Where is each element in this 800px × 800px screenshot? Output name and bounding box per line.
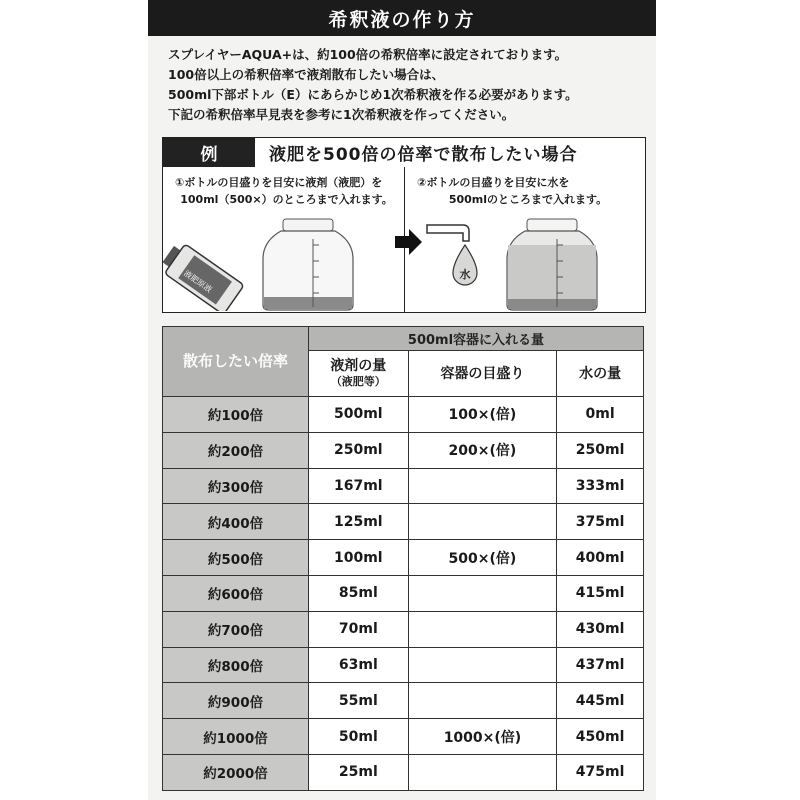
scale-cell: 500×(倍) (408, 540, 557, 576)
liquid-cell: 85ml (309, 575, 409, 611)
rate-cell: 約1000倍 (163, 719, 309, 755)
fertilizer-bottle-illustration (163, 215, 403, 311)
scale-header: 容器の目盛り (408, 351, 557, 397)
fertilizer-bottle-icon (163, 239, 244, 311)
intro-line: スプレイヤーAQUA+は、約100倍の希釈倍率に設定されております。 (168, 47, 568, 62)
liquid-amount-sublabel: （液肥等） (330, 374, 386, 388)
rate-cell: 約300倍 (163, 468, 309, 504)
liquid-cell: 55ml (309, 683, 409, 719)
rate-cell: 約2000倍 (163, 754, 309, 790)
liquid-cell: 25ml (309, 754, 409, 790)
liquid-cell: 63ml (309, 647, 409, 683)
water-cell: 250ml (557, 432, 644, 468)
dilution-table (162, 326, 644, 791)
liquid-cell: 250ml (309, 432, 409, 468)
container-icon (507, 219, 597, 310)
scale-cell: 200×(倍) (408, 432, 557, 468)
table-row (163, 611, 644, 647)
water-cell: 450ml (557, 719, 644, 755)
liquid-cell: 125ml (309, 504, 409, 540)
step-1-line-1: ①ボトルの目盛りを目安に液剤（液肥）を (175, 176, 383, 189)
water-cell: 333ml (557, 468, 644, 504)
table-row (163, 647, 644, 683)
table-row (163, 504, 644, 540)
right-arrow-icon (393, 227, 423, 257)
water-cell: 400ml (557, 540, 644, 576)
water-drop-icon (453, 245, 477, 285)
example-steps (162, 167, 646, 313)
table-row (163, 683, 644, 719)
intro-line: 500ml下部ボトル（E）にあらかじめ1次希釈液を作る必要があります。 (168, 87, 578, 102)
scale-cell (408, 504, 557, 540)
water-illustration (405, 215, 645, 311)
faucet-icon (427, 225, 469, 241)
scale-cell (408, 754, 557, 790)
rate-cell: 約800倍 (163, 647, 309, 683)
step-1-text (163, 167, 404, 208)
bottle-label: 液肥原液 (182, 268, 214, 295)
rate-cell: 約900倍 (163, 683, 309, 719)
liquid-cell: 50ml (309, 719, 409, 755)
rate-cell: 約200倍 (163, 432, 309, 468)
liquid-amount-label: 液剤の量 (330, 357, 387, 374)
water-cell: 415ml (557, 575, 644, 611)
step-2-text (405, 167, 645, 208)
step-2 (404, 167, 645, 312)
water-cell: 437ml (557, 647, 644, 683)
step-1-line-2: 100ml（500×）のところまで入れます。 (180, 193, 393, 206)
liquid-cell: 500ml (309, 397, 409, 433)
rate-cell: 約100倍 (163, 397, 309, 433)
scale-cell: 100×(倍) (408, 397, 557, 433)
step-2-line-1: ②ボトルの目盛りを目安に水を (417, 176, 570, 189)
step-1 (163, 167, 404, 312)
intro-line: 100倍以上の希釈倍率で液剤散布したい場合は、 (168, 67, 445, 82)
table-row (163, 719, 644, 755)
rate-cell: 約600倍 (163, 575, 309, 611)
example-tag: 例 (163, 138, 255, 167)
container-icon (263, 219, 353, 310)
liquid-cell: 100ml (309, 540, 409, 576)
liquid-cell: 70ml (309, 611, 409, 647)
water-drop-label: 水 (459, 268, 471, 281)
scale-cell (408, 611, 557, 647)
table-row (163, 468, 644, 504)
intro-text (148, 36, 656, 125)
page-title: 希釈液の作り方 (148, 0, 656, 36)
water-cell: 0ml (557, 397, 644, 433)
table-row (163, 540, 644, 576)
intro-line: 下記の希釈倍率早見表を参考に1次希釈液を作ってください。 (168, 107, 515, 122)
liquid-cell: 167ml (309, 468, 409, 504)
scale-cell: 1000×(倍) (408, 719, 557, 755)
table-row (163, 575, 644, 611)
water-cell: 430ml (557, 611, 644, 647)
rate-cell: 約700倍 (163, 611, 309, 647)
scale-cell (408, 468, 557, 504)
instruction-card (148, 0, 656, 800)
table-row (163, 754, 644, 790)
rate-cell: 約500倍 (163, 540, 309, 576)
water-cell: 375ml (557, 504, 644, 540)
container-amount-header: 500ml容器に入れる量 (309, 327, 644, 351)
scale-cell (408, 647, 557, 683)
scale-cell (408, 575, 557, 611)
water-cell: 445ml (557, 683, 644, 719)
scale-cell (408, 683, 557, 719)
liquid-amount-header (309, 351, 409, 397)
table-row (163, 432, 644, 468)
table-row (163, 397, 644, 433)
rate-cell: 約400倍 (163, 504, 309, 540)
example-banner (162, 137, 646, 168)
example-title: 液肥を500倍の倍率で散布したい場合 (269, 145, 578, 165)
water-amount-header: 水の量 (557, 351, 644, 397)
water-cell: 475ml (557, 754, 644, 790)
rate-header: 散布したい倍率 (163, 327, 309, 397)
step-2-line-2: 500mlのところまで入れます。 (448, 193, 608, 206)
